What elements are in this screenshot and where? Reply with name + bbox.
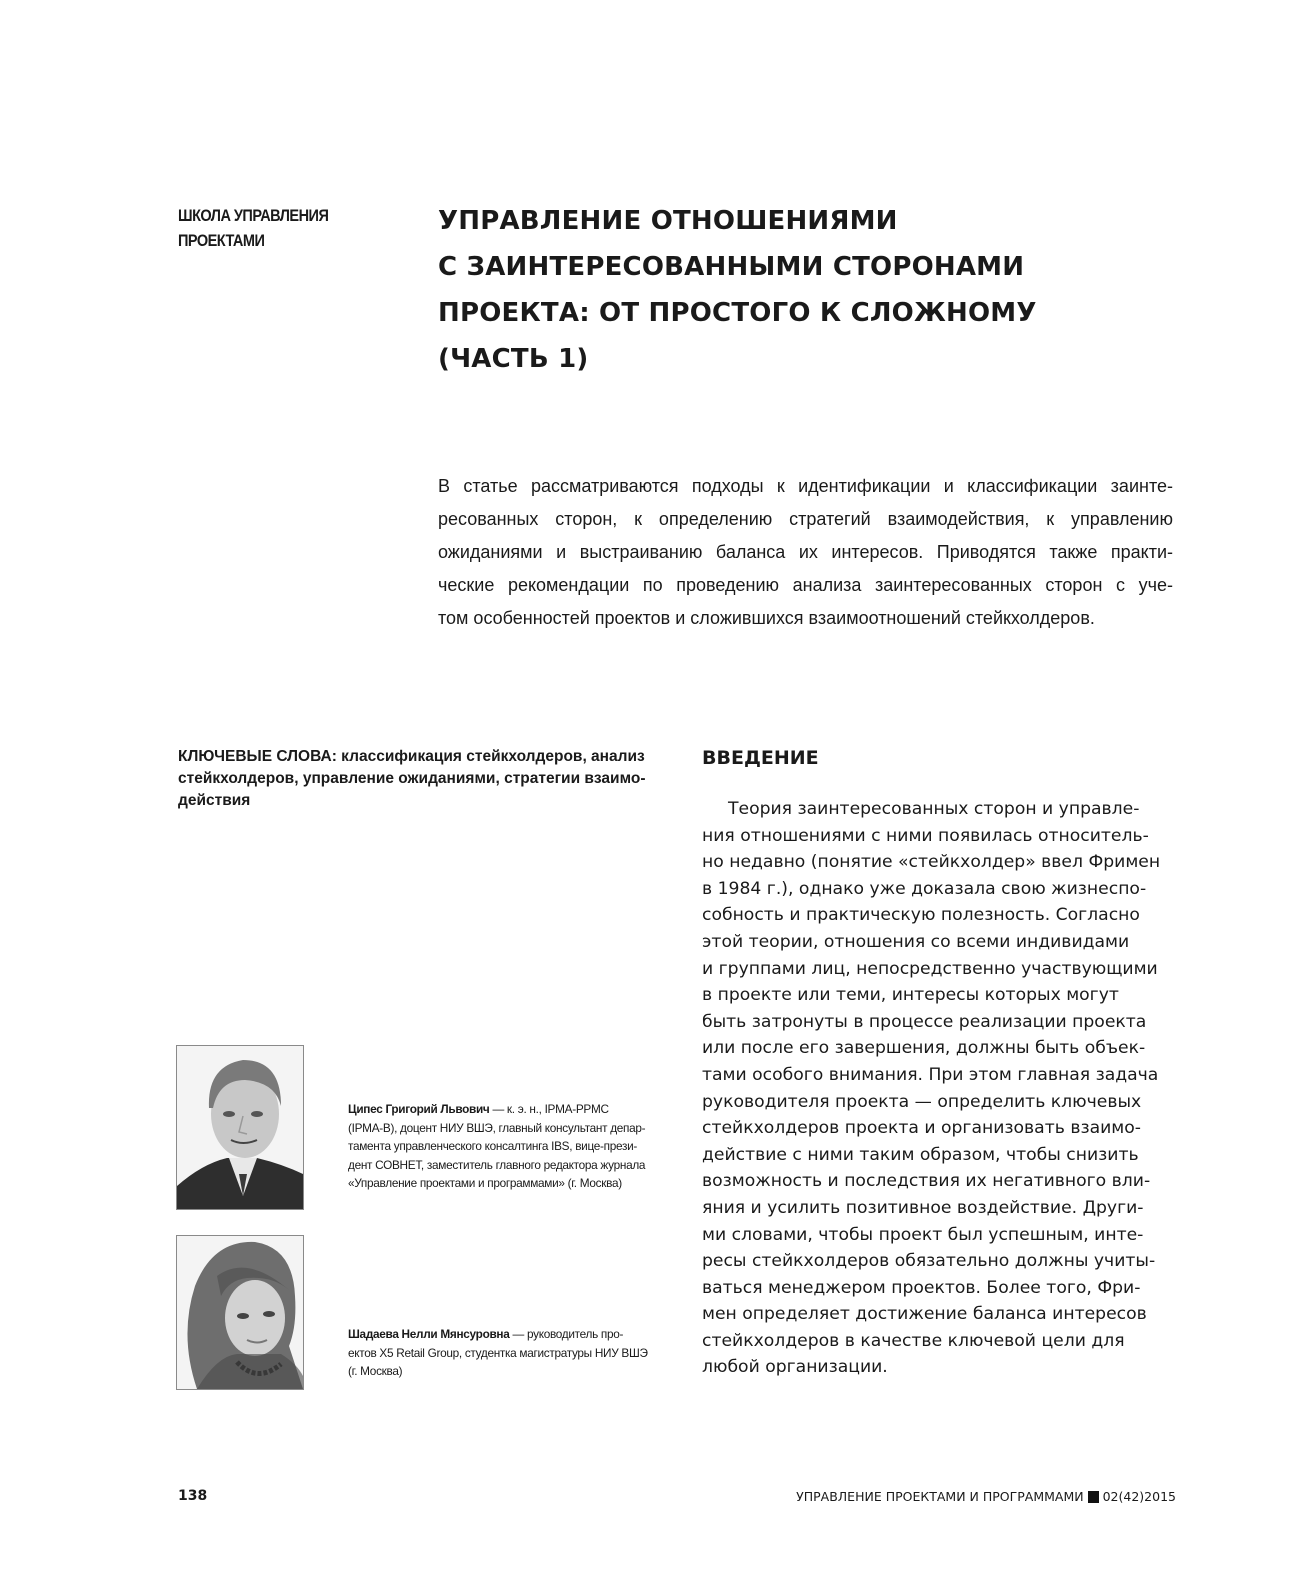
- author-photo-tsipes: [176, 1045, 304, 1210]
- abstract-line: ожиданиями и выстраиванию баланса их интересов. Приводятся также практи-: [438, 542, 1173, 562]
- keywords-label: КЛЮЧЕВЫЕ СЛОВА:: [178, 748, 337, 765]
- author-name: Ципес Григорий Львович: [348, 1102, 490, 1116]
- body-line: руководителя проекта — определить ключевых: [702, 1091, 1142, 1112]
- body-line: яния и усилить позитивное воздействие. Други-: [702, 1197, 1144, 1218]
- keywords-line: [178, 746, 645, 768]
- section-heading-introduction: ВВЕДЕНИЕ: [702, 747, 819, 769]
- keywords-text: классификация стейкхолдеров, анализ: [336, 748, 645, 765]
- body-line: мен определяет достижение баланса интересов: [702, 1304, 1147, 1325]
- keywords: [178, 746, 646, 812]
- bio-line: «Управление проектами и программами» (г. Москва): [348, 1176, 622, 1190]
- body-line: ния отношениями с ними появилась относитель-: [702, 825, 1149, 846]
- section-label-line: ШКОЛА УПРАВЛЕНИЯ: [178, 207, 329, 225]
- portrait-woman-image: [177, 1236, 303, 1389]
- body-line: в 1984 г.), однако уже доказала свою жизнеспо-: [702, 878, 1147, 899]
- author-name: Шадаева Нелли Мянсуровна: [348, 1327, 510, 1341]
- section-label: [178, 204, 372, 254]
- author-bio-shadaeva: [348, 1325, 648, 1381]
- abstract-line: том особенностей проектов и сложившихся взаимоотношений стейкхолдеров.: [438, 608, 1095, 628]
- body-line: или после его завершения, должны быть объек-: [702, 1038, 1146, 1059]
- title-line: С ЗАИНТЕРЕСОВАННЫМИ СТОРОНАМИ: [438, 252, 1025, 282]
- bio-line: ектов X5 Retail Group, студентка магистратуры НИУ ВШЭ: [348, 1345, 648, 1360]
- body-line: любой организации.: [702, 1357, 888, 1378]
- title-line: УПРАВЛЕНИЕ ОТНОШЕНИЯМИ: [438, 206, 898, 236]
- introduction-body: [702, 796, 1172, 1381]
- keywords-line: стейкхолдеров, управление ожиданиями, стратегии взаимо-: [178, 770, 646, 787]
- body-line: Теория заинтересованных сторон и управле-: [728, 799, 1140, 819]
- bio-line: тамента управленческого консалтинга IBS, вице-прези-: [348, 1139, 638, 1153]
- body-line: ресы стейкхолдеров обязательно должны учиты-: [702, 1251, 1156, 1272]
- author-photo-shadaeva: [176, 1235, 304, 1390]
- square-separator-icon: [1088, 1491, 1099, 1503]
- abstract-line: ресованных сторон, к определению стратегий взаимодействия, к управлению: [438, 509, 1173, 529]
- title-line: ПРОЕКТА: ОТ ПРОСТОГО К СЛОЖНОМУ: [438, 298, 1037, 328]
- bio-line: [348, 1325, 648, 1344]
- body-line: и группами лиц, непосредственно участвующими: [702, 958, 1158, 979]
- author-bio-tsipes: [348, 1100, 648, 1193]
- bio-text: — к. э. н., IPMA-PPMC: [489, 1102, 609, 1116]
- body-line: собность и практическую полезность. Согласно: [702, 905, 1140, 926]
- bio-line: дент СОВНЕТ, заместитель главного редактора журнала: [348, 1157, 646, 1172]
- body-line: стейкхолдеров проекта и организовать взаимо-: [702, 1118, 1141, 1139]
- bio-line: (г. Москва): [348, 1364, 403, 1378]
- page-number: 138: [178, 1488, 208, 1504]
- body-line: но недавно (понятие «стейкхолдер» ввел Фримен: [702, 852, 1161, 873]
- body-line: стейкхолдеров в качестве ключевой цели для: [702, 1330, 1125, 1351]
- article-title: [438, 198, 1198, 382]
- running-footer: [796, 1489, 1176, 1504]
- keywords-line: действия: [178, 792, 251, 809]
- body-line: тами особого внимания. При этом главная задача: [702, 1064, 1159, 1085]
- bio-line: (IPMA-B), доцент НИУ ВШЭ, главный консультант депар-: [348, 1120, 646, 1135]
- section-label-line: ПРОЕКТАМИ: [178, 232, 265, 250]
- body-line: действие с ними таким образом, чтобы снизить: [702, 1144, 1139, 1165]
- body-line: ми словами, чтобы проект был успешным, инте-: [702, 1224, 1144, 1245]
- journal-name: УПРАВЛЕНИЕ ПРОЕКТАМИ И ПРОГРАММАМИ: [796, 1489, 1084, 1504]
- abstract: [438, 470, 1173, 635]
- issue-number: 02(42)2015: [1102, 1489, 1176, 1504]
- body-line: ваться менеджером проектов. Более того, Фри-: [702, 1277, 1141, 1298]
- bio-text: — руководитель про-: [509, 1327, 624, 1341]
- abstract-line: ческие рекомендации по проведению анализа заинтересованных сторон с уче-: [438, 575, 1173, 595]
- portrait-man-image: [177, 1046, 303, 1209]
- body-line: быть затронуты в процессе реализации проекта: [702, 1011, 1147, 1032]
- body-line: этой теории, отношения со всеми индивидами: [702, 931, 1130, 952]
- title-line: (ЧАСТЬ 1): [438, 344, 589, 374]
- body-line: в проекте или теми, интересы которых могут: [702, 985, 1119, 1006]
- abstract-line: В статье рассматриваются подходы к идентификации и классификации заинте-: [438, 476, 1173, 496]
- bio-line: [348, 1100, 648, 1119]
- body-line: возможность и последствия их негативного вли-: [702, 1171, 1151, 1192]
